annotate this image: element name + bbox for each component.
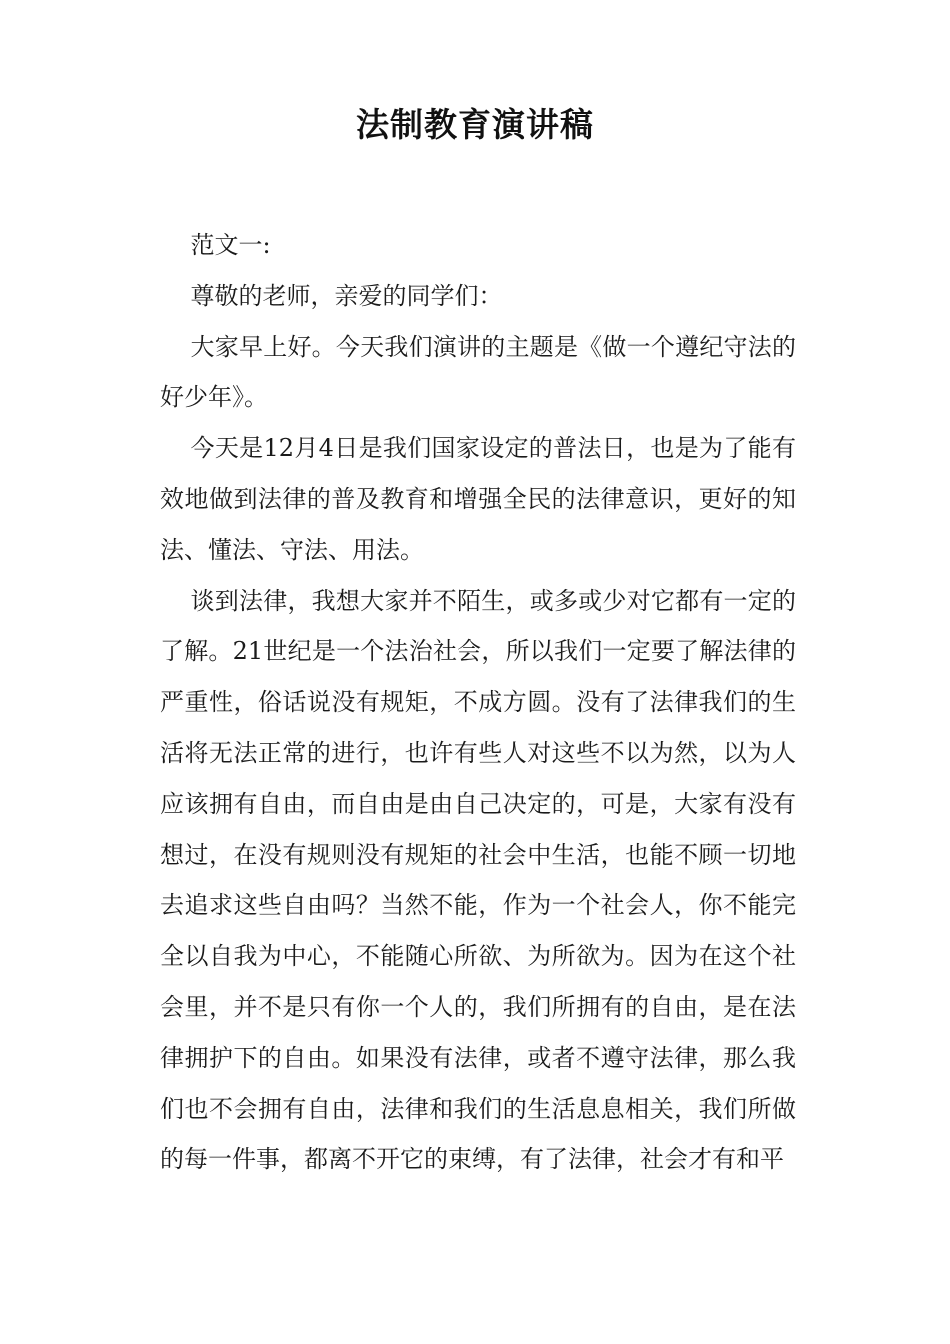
paragraph-salutation: 尊敬的老师，亲爱的同学们：	[190, 281, 503, 310]
paragraph: 谈到法律，我想大家并不陌生，或多或少对它都有一定的了解。21世纪是一个法治社会，所以我们一定要了解法律的严重性，俗话说没有规矩，不成方圆。没有了法律我们的生活将无法正常的进行，也许有些人对这些不以为然，以为人应该拥有自由，而自由是由自己决定的，可是，大家有没有想过，在没有规则没有规矩的社会中生活，也能不顾一切地去追求这些自由吗？当然不能，作为一个社会人，你不能完全以自我为中心，不能随心所欲、为所欲为。因为在这个社会里，并不是只有你一个人的，我们所拥有的自由，是在法律拥护下的自由。如果没有法律，或者不遵守法律，那么我们也不会拥有自由，法律和我们的生活息息相关，我们所做的每一件事，都离不开它的束缚，有了法律，社会才有和平	[160, 586, 796, 1174]
paragraph-heading: 范文一:	[190, 231, 271, 259]
document-title: 法制教育演讲稿	[356, 105, 594, 144]
paragraph: 大家早上好。今天我们演讲的主题是《做一个遵纪守法的好少年》。	[160, 332, 796, 412]
document-body	[160, 220, 796, 1185]
paragraph: 今天是12月4日是我们国家设定的普法日，也是为了能有效地做到法律的普及教育和增强全民的法律意识，更好的知法、懂法、守法、用法。	[160, 434, 796, 564]
